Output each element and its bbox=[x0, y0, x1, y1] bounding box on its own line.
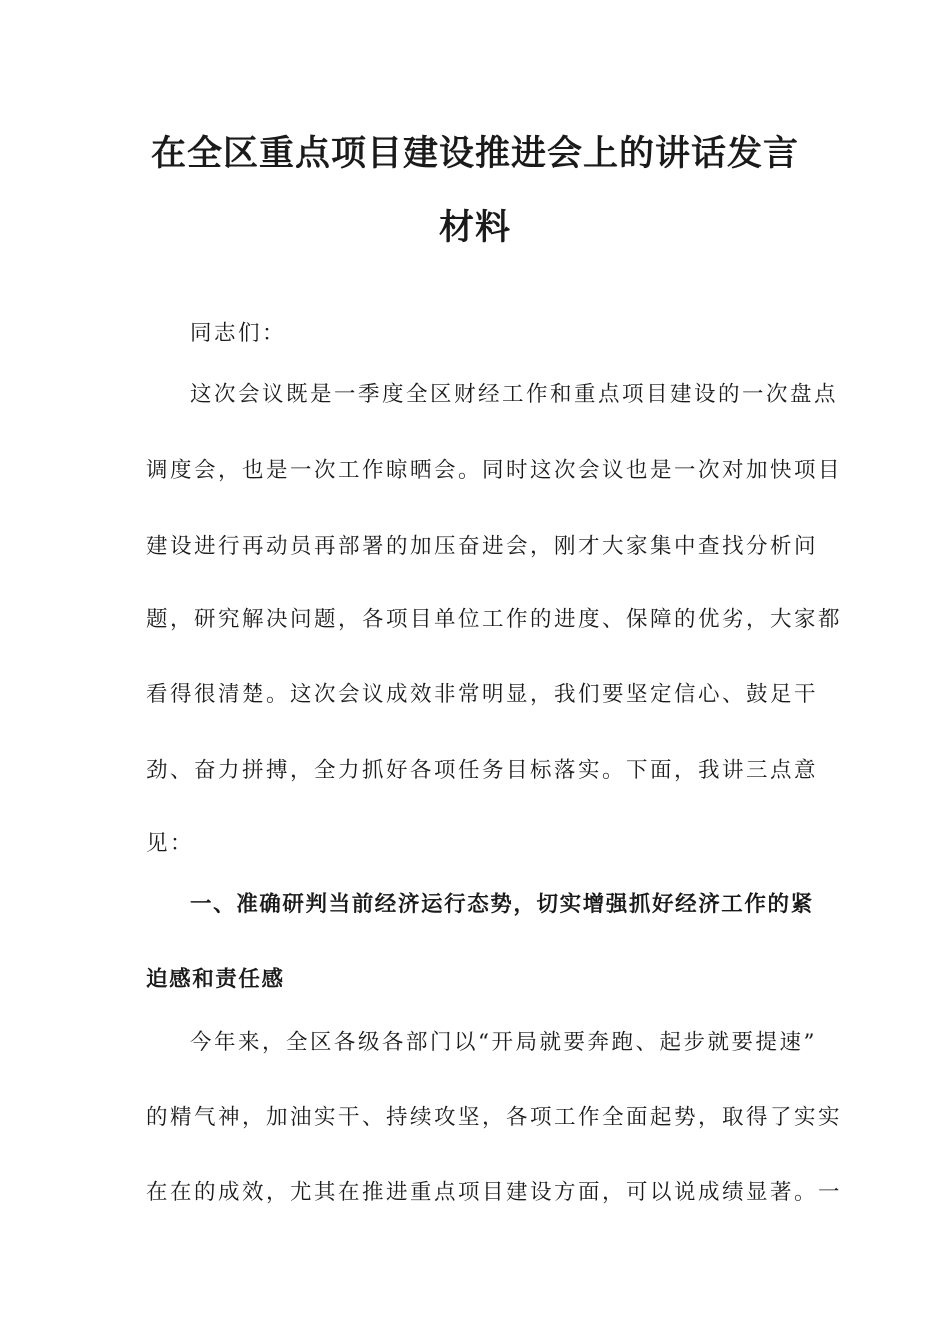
paragraph-line: 看得很清楚。这次会议成效非常明显，我们要坚定信心、鼓足干 bbox=[146, 682, 819, 707]
paragraph-line: 今年来，全区各级各部门以“开局就要奔跑、起步就要提速” bbox=[190, 1030, 817, 1055]
section-heading-line: 一、准确研判当前经济运行态势，切实增强抓好经济工作的紧 bbox=[190, 892, 814, 917]
paragraph-line: 劲、奋力拼搏，全力抓好各项任务目标落实。下面，我讲三点意 bbox=[146, 758, 819, 783]
salutation: 同志们： bbox=[190, 321, 287, 346]
section-heading-line: 迫感和责任感 bbox=[146, 967, 285, 992]
paragraph-line: 建设进行再动员再部署的加压奋进会，刚才大家集中查找分析问 bbox=[146, 534, 819, 559]
paragraph-line: 这次会议既是一季度全区财经工作和重点项目建设的一次盘点 bbox=[190, 382, 839, 407]
document-title-line-2: 材料 bbox=[438, 208, 511, 248]
paragraph-line: 见： bbox=[146, 831, 195, 856]
paragraph-line: 调度会，也是一次工作晾晒会。同时这次会议也是一次对加快项目 bbox=[146, 458, 843, 483]
paragraph-line: 在在的成效，尤其在推进重点项目建设方面，可以说成绩显著。一 bbox=[146, 1180, 843, 1205]
paragraph-line: 的精气神，加油实干、持续攻坚，各项工作全面起势，取得了实实 bbox=[146, 1105, 843, 1130]
document-title-line-1: 在全区重点项目建设推进会上的讲话发言 bbox=[150, 134, 799, 174]
paragraph-line: 题，研究解决问题，各项目单位工作的进度、保障的优劣，大家都 bbox=[146, 607, 843, 632]
